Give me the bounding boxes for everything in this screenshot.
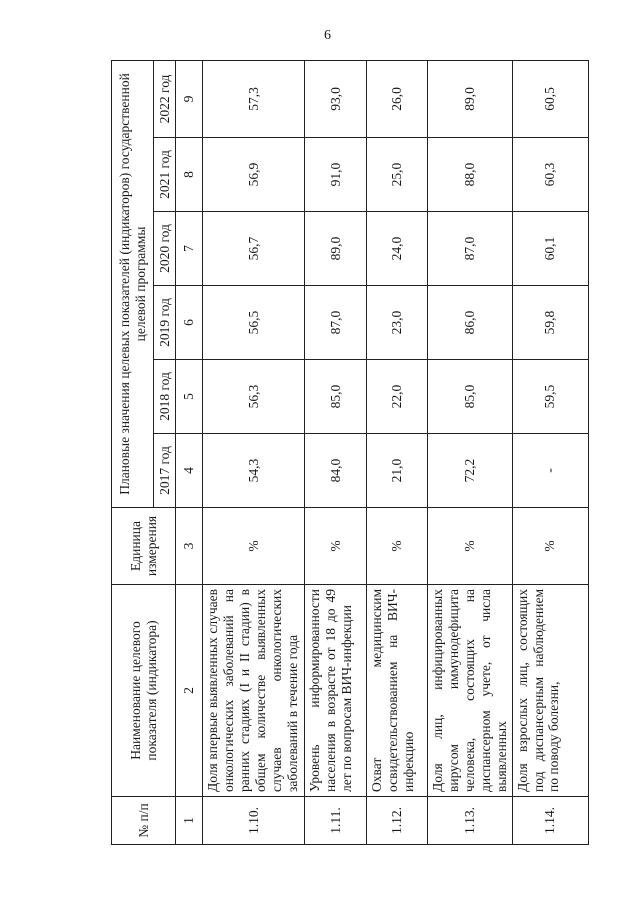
value-cell: 56,5 bbox=[203, 286, 305, 360]
value-cell: 56,7 bbox=[203, 212, 305, 286]
column-number: 8 bbox=[176, 138, 203, 212]
header-year: 2020 год bbox=[154, 212, 176, 286]
table-row bbox=[203, 60, 305, 844]
header-year: 2019 год bbox=[154, 286, 176, 360]
row-number: 1.12. bbox=[367, 797, 428, 845]
row-number: 1.13. bbox=[428, 797, 513, 845]
header-year: 2022 год bbox=[154, 60, 176, 137]
indicator-name: Доля взрослых лиц, состоящих под диспансерным наблюдением по поводу болезни, bbox=[512, 585, 588, 797]
page-number: 6 bbox=[324, 28, 331, 43]
value-cell: 85,0 bbox=[305, 360, 367, 434]
value-cell: - bbox=[512, 434, 588, 508]
value-cell: 54,3 bbox=[203, 434, 305, 508]
header-plan: Плановые значения целевых показателей (индикаторов) государственной целевой программы bbox=[112, 60, 154, 507]
value-cell: 72,2 bbox=[428, 434, 513, 508]
value-cell: 87,0 bbox=[428, 212, 513, 286]
column-number: 2 bbox=[176, 585, 203, 797]
value-cell: 88,0 bbox=[428, 138, 513, 212]
value-cell: 56,9 bbox=[203, 138, 305, 212]
rotated-table-container bbox=[111, 61, 586, 845]
value-cell: 89,0 bbox=[428, 60, 513, 137]
value-cell: 59,8 bbox=[512, 286, 588, 360]
unit-cell: % bbox=[305, 508, 367, 585]
row-number: 1.11. bbox=[305, 797, 367, 845]
value-cell: 23,0 bbox=[367, 286, 428, 360]
row-number: 1.14. bbox=[512, 797, 588, 845]
target-indicators-table bbox=[111, 60, 589, 845]
value-cell: 87,0 bbox=[305, 286, 367, 360]
column-number: 6 bbox=[176, 286, 203, 360]
value-cell: 86,0 bbox=[428, 286, 513, 360]
value-cell: 85,0 bbox=[428, 360, 513, 434]
header-year: 2018 год bbox=[154, 360, 176, 434]
header-year: 2021 год bbox=[154, 138, 176, 212]
value-cell: 21,0 bbox=[367, 434, 428, 508]
column-number: 7 bbox=[176, 212, 203, 286]
row-number: 1.10. bbox=[203, 797, 305, 845]
value-cell: 22,0 bbox=[367, 360, 428, 434]
column-number: 1 bbox=[176, 797, 203, 845]
value-cell: 59,5 bbox=[512, 360, 588, 434]
indicator-name: Охват медицинским освидетельствованием на ВИЧ-инфекцию bbox=[367, 585, 428, 797]
value-cell: 93,0 bbox=[305, 60, 367, 137]
column-number: 4 bbox=[176, 434, 203, 508]
indicator-name: Доля лиц, инфицированных вирусом иммунодефицита человека, состоящих на диспансерном учете, от числа выявленных bbox=[428, 585, 513, 797]
indicator-name: Доля впервые выявленных случаев онкологических заболеваний на ранних стадиях (I и II стадии) в общем количестве выявленных случаев онкологических заболеваний в течение года bbox=[203, 585, 305, 797]
value-cell: 91,0 bbox=[305, 138, 367, 212]
value-cell: 24,0 bbox=[367, 212, 428, 286]
value-cell: 57,3 bbox=[203, 60, 305, 137]
header-num: № п/п bbox=[112, 797, 176, 845]
unit-cell: % bbox=[203, 508, 305, 585]
value-cell: 89,0 bbox=[305, 212, 367, 286]
table-row bbox=[428, 60, 513, 844]
unit-cell: % bbox=[367, 508, 428, 585]
header-unit: Единица измерения bbox=[112, 508, 176, 585]
unit-cell: % bbox=[512, 508, 588, 585]
value-cell: 60,1 bbox=[512, 212, 588, 286]
column-number: 9 bbox=[176, 60, 203, 137]
table-row bbox=[512, 60, 588, 844]
table-row bbox=[305, 60, 367, 844]
header-year: 2017 год bbox=[154, 434, 176, 508]
value-cell: 60,3 bbox=[512, 138, 588, 212]
table-row bbox=[367, 60, 428, 844]
value-cell: 56,3 bbox=[203, 360, 305, 434]
value-cell: 84,0 bbox=[305, 434, 367, 508]
unit-cell: % bbox=[428, 508, 513, 585]
column-number: 5 bbox=[176, 360, 203, 434]
value-cell: 25,0 bbox=[367, 138, 428, 212]
value-cell: 60,5 bbox=[512, 60, 588, 137]
value-cell: 26,0 bbox=[367, 60, 428, 137]
header-name: Наименование целевого показателя (индикатора) bbox=[112, 585, 176, 797]
column-number: 3 bbox=[176, 508, 203, 585]
indicator-name: Уровень информированности населения в возрасте от 18 до 49 лет по вопросам ВИЧ-инфекции bbox=[305, 585, 367, 797]
